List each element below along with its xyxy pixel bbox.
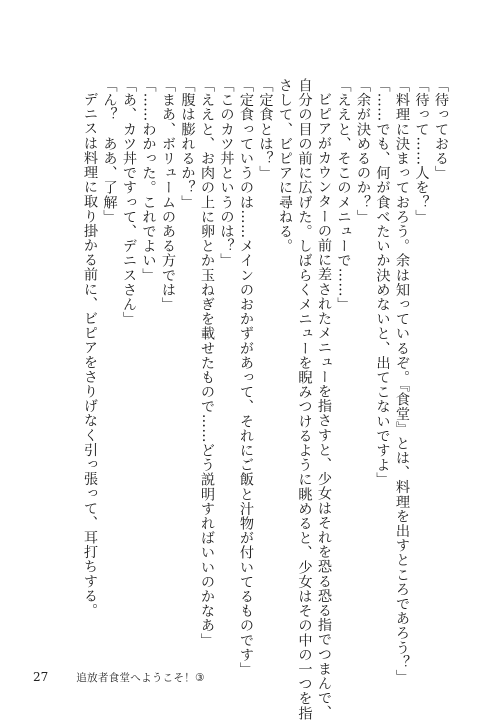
text-line: 「あ、カツ丼ですって、デニスさん」 xyxy=(121,78,137,327)
text-line: 「ええと、そこのメニューで……」 xyxy=(335,78,352,312)
text-line: 「……でも、何が食べたいか決めないと、出てこないですよ」 xyxy=(374,78,391,487)
text-line: 「ええと、お肉の上に卵とか玉ねぎを載せたもので……どう説明すればいいのかなあ」 xyxy=(199,78,215,648)
text-line: 「料理に決まっておろう。余は知っているぞ。『食堂』とは、料理を出すところであろう？」 xyxy=(394,78,410,685)
page-number: 27 xyxy=(33,670,49,684)
running-title: 追放者食堂へようこそ！③ xyxy=(76,672,205,684)
text-line: 「腹は膨れるか？」 xyxy=(179,78,196,210)
text-line: 「待っておる」 xyxy=(433,78,449,181)
text-line: ビピアがカウンターの前に差されたメニューを指さすと、少女はそれを恐る恐る指でつまんで、 xyxy=(316,92,332,720)
text-line: 「……わかった。これでよい」 xyxy=(140,78,157,283)
text-line: 「定食とは？」 xyxy=(257,78,274,181)
text-line: 「このカツ丼というのは？」 xyxy=(218,78,235,268)
text-line: 「余が決めるのか？」 xyxy=(355,78,371,224)
text-line: デニスは料理に取り掛かる前に、ビピアをさりげなく引っ張って、耳打ちする。 xyxy=(82,92,98,618)
page-footer xyxy=(33,670,205,685)
text-line: 自分の目の前に広げた。しばらくメニューを睨みつけるように眺めると、少女はその中の一つを指 xyxy=(296,78,313,720)
text-line: 「ん？ ああ、了解」 xyxy=(101,78,118,224)
text-line: 「待って……人を？」 xyxy=(413,78,430,224)
text-line: さして、ビピアに尋ねる。 xyxy=(277,78,293,254)
text-line: 「まあ、ボリュームのある方では」 xyxy=(160,78,176,312)
text-line: 「定食っていうのは……メインのおかずがあって、それにご飯と汁物が付いてるものです」 xyxy=(238,78,254,677)
